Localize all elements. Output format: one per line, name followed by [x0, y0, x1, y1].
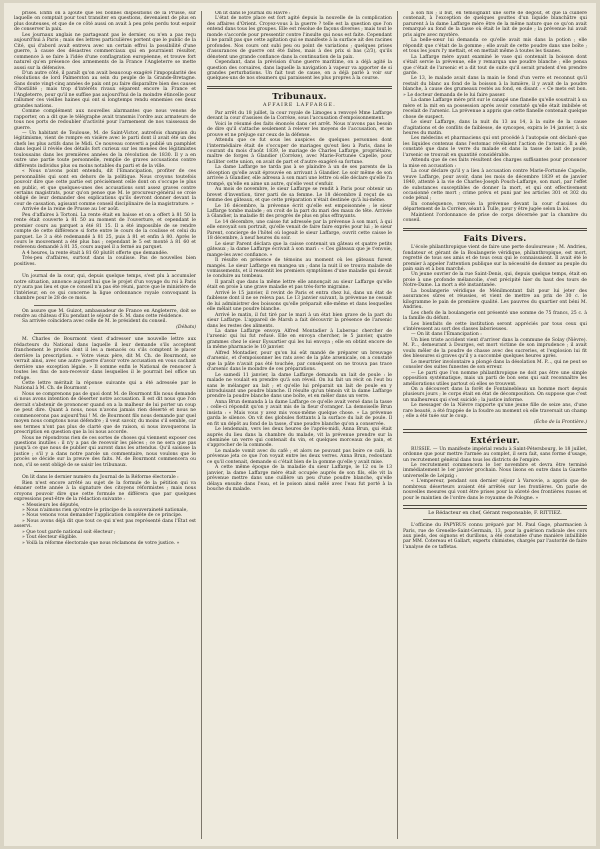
paragraph: Comme complément aux nouvelles alarmantes que nous venons de rapporter, on a dit que le télégraphe avait transmis l'ordre aux armateurs de tous nos ports de redoubler d'activité pour l'armement de nos vaisseaux de guerre. [14, 109, 196, 131]
paragraph: Le messager de la Nièvre rapporte qu'une jeune fille de seize ans, d'une rare beauté, a été frappée de la foudre au moment où elle traversait un champ ; elle a été tuée sur le coup. [403, 403, 587, 420]
paragraph: Les chefs de la boulangerie ont présenté une somme de 75 francs, 25 c. à la famille du défunt. [403, 310, 587, 322]
divider [34, 471, 176, 472]
paragraph: Un jeune ouvrier de la rue Saint-Denis, qui, depuis quelque temps, était en proie à une profonde mélancolie, s'est précipité hier du haut des tours de Notre-Dame. La mort a été instantanée. [403, 272, 587, 289]
section-heading: Faits Divers. [463, 234, 527, 245]
paragraph: Nous ne répondrons rien de ces sortes de choses qui viennent exposer ces questions inutiles : il n'y a pas de recevoir les pièces ; ce ne sera que pas jusqu'à ce que nous de publier qui auront dans les attendus. Qu'il saisisse la justice ; s'il y a dans notre parole un commentaire, nous voulons que le procès se décide sur la preuve des faits. M. de Bourmont commencera ou non, s'il se sent obligé de se saisir les tribunaux. [14, 435, 196, 468]
paragraph: Les médecins et pharmaciens qui ont procédé à l'autopsie ont déclaré que les liquides contenus dans l'estomac révélaient l'action de l'arsenic. Il a été constaté que dans le verre du malade et dans la tasse de lait de poule, l'arsenic se trouvait en quantité considérable. [403, 136, 587, 158]
paragraph: Rien n'est encore arrêté au sujet de la formule de la pétition qui va émaner cette année à la signature des citoyens réformistes ; mais nous croyons pouvoir dire que cette formule ne différera que par quelques expressions peut-être de la rédaction suivante : [14, 480, 196, 503]
advertisement: L'officine du PAPYRUS connu préparé par M. Paul Gage, pharmacien à Paris, rue de Grenelle-Saint-Germain, 13, pour la guérison radicale des cors aux pieds, des oignons et durillons, a été constatée d'une manière infaillible par MM. Cotereau et Gallart, experts chimistes, chargés par l'autorité de faire l'analyse de ce taffetas. [403, 523, 587, 550]
source-attribution: (Écho de la Frontière.) [534, 419, 587, 425]
paragraph: Le malade vomit avec du café ; et alors ne pouvant pas boire ce café, la prévenue jeta ce que l'on voyait entre les deux verres. Anna Brun, redoutant ce qu'il contenait, demande si c'était bien de la gomme qu'elle y avait mise. [207, 448, 392, 465]
paragraph: Il résulte en présence de témoins au moment où les gâteaux furent mangés. Le sieur Laffarge en mangea un ; dans la nuit il se trouva malade de vomissements, et il ressentit les premiers symptômes d'une maladie qui devait le conduire au tombeau. [207, 258, 392, 280]
paragraph: « Nous n'avons point entendu, dit l'Emancipation, profiter de ces personnalités qui sont en dehors de la politique. Nous croyons toutefois pouvoir dire que cette partie est précisément celle dont on s'occupe le plus en public, et que quelques-unes des accusations sont assez graves contre certains magistrats, pour qu'on pense que M. le procureur-général se croie obligé de leur demander des explications qu'ils devront donner devant la cour de cassation, agissant comme conseil disciplinaire de la magistrature. » [14, 169, 196, 207]
paragraph: L'école philanthropique vient de faire une perte douloureuse ; M. Andrieu, fondateur et gérant de la Boulangerie véridique, philanthropique, est mort, regretté de tous ses amis et de tous ceux qui le connaissaient. Il avait été le premier à appeler l'attention publique sur la nécessité de donner au peuple du pain sain et à bon marché. [403, 245, 587, 272]
paragraph: Les journaux anglais ne partageant pas le dernier, ou n'en a pas reçu aujourd'hui à Paris ; mais des lettres particulières portent que le public de la Cité, qui d'abord avait entrevu avec un certain effroi la possibilité d'une guerre, à cause des désastres commerciaux qui en pourraient résulter, commence à se faire à l'idée d'une conflagration européenne, et trouve fort naturel qu'en présence des armements de la France l'Angleterre se mette aussi sur la défensive. [14, 32, 196, 71]
paragraph: On a découvert dans la forêt de Fontainebleau un homme mort depuis plusieurs jours ; le corps était en état de décomposition. On suppose que c'est un malheureux qui s'est suicidé ; la justice informe. [403, 386, 587, 403]
paragraph: Le 16 décembre, la prévenue écrit qu'elle est empoisonnée ; le sieur Laffarge tombe malade ; on croit de la part du mari des maux de tête. Arrivée à Glandier, la maladie fit des progrès de plus en plus effrayants. [207, 203, 392, 220]
paragraph: On lit dans le Journal du Havre : [215, 11, 291, 16]
paragraph: Le recrutement commencera le 1er novembre et devra être terminé immédiatement le 1er janvier prochain. Nous lisons en outre dans la Gazette universelle de Leipzig : [403, 462, 587, 479]
paragraph: Attendu que ce fut sous les auspices de quelques personnes dont l'intermédiaire était de s'occuper de mariages qu'eut lieu à Paris, dans le courant du mois d'août 1839, le mariage de Charles Laffarge, propriétaire, maître de forges à Glandier (Corrèze), avec Marie-Fortunée Capelle, pour faciliter cette union, on avait de part et d'autre exagéré sa fortune. [207, 138, 392, 165]
section-rule [403, 429, 587, 433]
section-rule [403, 228, 587, 232]
paragraph: Le lendemain, vers les deux heures de l'après-midi, Anna Brun, qui était auprès du lieu dans la chambre du malade, vit la prévenue prendre sur la cheminée un verre qui contenait du vin, et quelques morceaux de pain, et s'approcher de la commode. [207, 427, 392, 449]
paragraph: Un journal de la cour, qui, depuis quelque temps, s'est plu à accumuler notre situation, annonce aujourd'hui que le projet d'un voyage du roi à Paris n'y aura pas lieu et que ce conseil n'a pas été réuni, parce que le ministère de l'intérieur, en ce qui concerne la ligue ordonnance royale convoquant la chambre pour le 28 de ce mois. [14, 274, 196, 302]
paragraph: Au mois de novembre, le sieur Laffarge se rendit à Paris pour obtenir un brevet d'invention, tirer parti de sa femme. Le 18 décembre il reçut de sa femme des gâteaux, et que cette préparation n'était destinée qu'à lui-même. [207, 187, 392, 204]
paragraph: Cependant, dans la prévision d'une guerre maritime, on a déjà agité la question des corsaires, dans laquelle la navigation à vapeur va apporter de si grandes perturbations. Un fait tout de cause, on a déjà parlé à voir sur quelques-uns de nos steamers qui paraissent les plus propres à la course. [207, 60, 392, 82]
paragraph: « L'empereur, pendant son dernier séjour à Varsovie, a appris que de nombreux déserteurs avaient été arrêtés sur les frontières. On parle de nouvelles mesures qui vont être prises pour la sûreté des frontières russes et pour le maintien de l'ordre dans le royaume de Pologne. » [403, 479, 587, 501]
paragraph: — Le parti que l'on nomme philanthropique ne doit pas être une simple opposition systématique, mais un parti de bon sens qui sait reconnaître les améliorations utiles partout où elles se trouvent. [403, 370, 587, 387]
article-title: AFFAIRE LAFFARGE. [263, 103, 336, 109]
section-heading: Tribunaux. [272, 92, 327, 103]
paragraph: Le samedi 11 janvier, la dame Laffarge demanda un lait de poule : le malade ne voulait en prendre qu'à son réveil. On lui fait un récit on l'eut bu sans le mélanger au lait ; et qu'elle lui préparait un lait de poule en y introduisant une poudre blanche. Il résulte qu'un témoin vit la dame Laffarge prendre la poudre blanche dans une boîte, et en mêler dans un verre. [207, 372, 392, 400]
paragraph: Peu d'affaires à Tortoni. La rente était en baisse et on a offert à 81 50 la rente était couverte à 81 50 au moment de l'ouverture, et cependant le premier cours au parquet a été 81 15. Il a été impossible de se rendre compte de cette différence si forte entre le cours de la coulisse et celui du parquet. Le 3 a été redemandé à 81 25, puis à 81 et enfin à 80. Après le cours le mouvement a été plus bas ; cependant le 5 est monté à 81 60 et redevenu demandé à 81 35, cours auquel il a fermé au parquet. [14, 212, 196, 251]
paragraph: » Nous avons déjà dit que tout ce qui n'est pas représenté dans l'État est asservi. [14, 518, 196, 530]
paragraph: La dame Laffarge ne tarda pas à se plaindre à un de ses parents de la déception qu'elle avait éprouvée en arrivant à Glandier. Le soir même de son arrivée à Glandier, elle adressa à son mari une lettre où elle déclare qu'elle l'a trompé, qu'elle en aime un autre, qu'elle veut s'enfuir. [207, 165, 392, 187]
paragraph: Cette lettre méritait la réponse suivante qui a été adressée par le National à M. Ch. de Bourmont : [14, 381, 196, 392]
paragraph: La belle-sœur lui demanda ce qu'elle avait mis dans la potion ; elle répondit que c'était de la gomme ; elle avait de cette poudre dans une boîte ; et tous les jours l'y mettait, et en mettait même à toutes les tisanes. [403, 38, 587, 55]
column-rule [201, 11, 202, 839]
paragraph: La dame Laffarge mère prit sur le canapé une flanelle qu'elle soustrait à sa mère et la mit en sa possession après avoir constaté qu'elle était imbibée et recelait de l'arsenic. La prévenue a appris que cette flanelle contenait quelque chose de suspect. [403, 98, 587, 120]
paragraph: Le 14 décembre, une caisse fut adressée par la prévenue à son mari, à qui elle envoyait son portrait, qu'elle venait de faire faire exprès pour lui ; le sieur Parent, concierge de l'hôtel où logeait le sieur Laffarge, ouvrit cette caisse le 18 décembre, à neuf heures du soir. [207, 219, 392, 242]
paragraph: Nous se comprenons pas de quoi dont M. de Bourmont fils nous demande si nous avons intention de déserter notre accusation. Il est dit nous que l'on devrait s'abstenir de prononcer quand on a la malheur de lui porter un coup ne peut dire. Quant à nous, nous n'avons jamais rien déserté et nous ne commencerons pas aujourd'hui ! M. de Bourmont fils nous demande par quel moyen nous comptons nous défendre ; il veut savoir, du moins s'il semble, car ses termes n'ont pas plus de clarté que de raison, si nous invoquerons la prescription en question que la loi nous accorde. [14, 391, 196, 436]
paragraph: « Messieurs les députés, [22, 502, 80, 508]
paragraph: Arrivé le matin, il fut tiré par le mari à un état bien grave de la part du sieur Laffarge. L'appareil de Marsh a fait découvrir la présence de l'arsenic dans les restes des aliments. [207, 312, 392, 329]
paragraph: Maintient l'ordonnance de prise de corps décernée par la chambre du conseil. [403, 212, 587, 224]
column-3 [403, 11, 587, 843]
paragraph: On lit dans le dernier numéro du Journal de la Réforme électorale : [22, 475, 179, 481]
section-heading: Extérieur. [470, 435, 520, 446]
newspaper-page [4, 3, 596, 846]
paragraph: » Voilà la réforme électorale que nous réclamons de votre justice. » [22, 540, 180, 546]
paragraph: Voici le résumé des faits énoncés dans cet arrêt. Nous n'avons pas besoin de dire qu'il s'attache seulement à relever les moyens de l'accusation, et ne prouve et ne préjuge sur ceux de la défense. [207, 121, 392, 138]
paragraph: En conséquence, renvoie la prévenue devant la cour d'assises du département de la Corrèze, séant à Tulle, pour y être jugée selon la loi. [403, 201, 587, 213]
paragraph: La cour déclare qu'il y a lieu à accusation contre Marie-Fortunée Capelle, veuve Laffarge, pour avoir, dans les mois de décembre 1839 et de janvier 1840, attenté à la vie de Charles-Joseph Pouch-Laffarge, son mari, par l'effet de substances susceptibles de donner la mort, et qui ont effectivement occasionné cette mort ; crime prévu et puni par les articles 301 et 302 du code pénal ; [403, 169, 587, 202]
paragraph: — Un habitant de Toulouse, M. de Saint-Victor, autrefois champion du légitimisme, vient de rompre en visière avec le parti dont il avait été un des chefs les plus actifs dans le Midi. Ce nouveau converti a publié un pamphlet dans lequel il révèle des détails fort curieux sur les menées des légitimistes toulousains dans les premières années de la révolution de 1830. Il y a en outre une partie toute personnelle, remplie de graves accusations contre différents individus plus ou moins notables du parti et de la ville. [14, 130, 196, 169]
paragraph: A 4 heures, la rente était à 81 60 plutôt offerte que demandée. [22, 250, 169, 256]
paragraph: D'un autre côté, il paraît qu'on avait beaucoup exagéré l'impopularité des résolutions de lord Palmerston au sein du peuple de la Grande-Bretagne. Sans doute vingt-cinq années de paix ont pu faire disparaître bien des causes d'hostilité ; mais trop d'intérêts rivaux séparent encore la France et l'Angleterre, pour qu'il ne suffise pas aujourd'hui de la moindre étincelle pour rallumer ces vieilles haines qui ont si longtemps rendu ennemies ces deux grandes nations. [14, 70, 196, 109]
paragraph: Le sieur Parent déclara que la caisse contenait un gâteau et quatre petits gâteaux ; la dame Laffarge écrivait à son mari : « Ces gâteaux que je t'envoie, mange-les avec confiance. » [207, 241, 392, 258]
paragraph: Il paraît que dans la même lettre elle annonçait au sieur Laffarge qu'elle était en proie à une grave maladie et pas très-forte migraine. [207, 279, 392, 291]
paragraph: » Nous venons vous demander l'application complète de ce principe. [22, 513, 183, 519]
column-rule [397, 11, 398, 839]
paragraph: Arrivé le 15 janvier, il revint de Paris et entra chez lui, dans un état de faiblesse dont il ne se releva pas. Le 13 janvier suivant, la prévenue ne cessait de lui administrer des boissons qu'elle préparait elle-même et dans lesquelles elle mêlait une poudre blanche. [207, 290, 392, 313]
paragraph: Très-peu d'affaires, surtout dans la coulisse. Pas de nouvelles bien positives. [14, 256, 196, 267]
section-rule [207, 86, 392, 90]
paragraph: prises. Enfin on a ajouté que les bonnes dispositions de la Prusse, sur laquelle on comptait pour tout transiter en questions, devenaient de plus en plus douteuses, et que de ce côté aussi on avait à peu près perdu tout espoir de conserver la paix. [14, 11, 196, 33]
divider [423, 519, 567, 520]
paragraph: A cette même époque de la maladie du sieur Laffarge, le 12 ou le 13 janvier, la dame Laffarge mère était occupée auprès de son fils, elle vit la prévenue mettre dans une cuillère un peu d'une poudre blanche, qu'elle délaya ensuite dans l'eau, et le poison ainsi mêlé avec l'eau fut porté à la bouche du malade. [207, 465, 392, 493]
column-1 [14, 11, 196, 843]
paragraph: — On lit dans l'Émancipation : [411, 332, 482, 338]
paragraph: M. Charles de Bourmont vient d'adresser une nouvelle lettre aux rédacteurs du National dans laquelle il leur demande s'ils acceptent franchement le procès dont il les a menacés ou s'ils comptent le placer derrière la prescription. « Votre vieux père, dit M. Ch. de Bourmont, se verrait ainsi, avec une autre guerre d'avoir votre accusation en vous cachant derrière une exception légale. » Il somme enfin le National de renoncer à toutes les fins de non-recevoir dans lesquelles il le pourrait bel office un refuge. [14, 337, 196, 381]
paragraph: Un bien triste accident vient d'arriver dans la commune de Solay (Nièvre). M. P..., demeurant à Dourges, est mort victime de son imprudence ; il avait voulu mêler de la poudre de chasse avec des sucreries, et l'explosion lui fit des blessures si graves qu'il y a succombé quelques heures après. [403, 337, 587, 360]
divider [34, 270, 176, 271]
paragraph: Alfred Montadier, pour qu'on lui eût mandé de préparer un breuvage d'arsenic, et d'empoisonner les rats avec de la pâte arsenicale, on a constaté que la pâte n'avait pas été touchée, par conséquent on ne trouva pas trace d'arsenic dans le moindre de ces préparations. [207, 350, 392, 373]
paragraph: Le sieur Laffarge, dans la nuit du 13 au 14, à la suite de la cause d'agitations et de conflits de faiblesse, de syncopes, expira le 14 janvier, à six heures du matin. [403, 120, 587, 136]
paragraph: Le 13, le malade avait dans la main le fond d'un verre et reconnut qu'il restait du blanc au fond de la boisson à la lumière, il y avait de la poudre blanche, à cause des grumeaux restés au fond, en disant : « Ce mets est bon. » Le docteur demanda de le lui faire passer. [403, 76, 587, 98]
paragraph: à son fils ; il but, en témoignant une sorte de dégoût, et que la cuillère contenait, à l'exception de quelques gouttes d'un liquide blanchâtre qui parurent à la dame Laffarge mère être de la même nature que ce qu'on avait remarqué au fond de la tasse où était le lait de poule ; la prévenue lui avait pris aigre avec mystère. [403, 11, 587, 38]
divider [34, 333, 176, 334]
paragraph: La boulangerie véridique de Ménilmontant fait pour lui jeter des assurances sûres et réussies, et vient de mettre au prix de 30 c. le kilogramme le pain de première qualité. Les pauvres du quartier ont béni M. Andrieu. [403, 288, 587, 311]
paragraph: » Nous n'aimons rien qu'entre le principe de la souveraineté nationale, [22, 507, 188, 513]
paragraph: Anna Brun demanda à la dame Laffarge ce qu'elle avait versé dans la tasse : celle-ci répondit qu'on y avait mis de la fleur d'oranger. La demoiselle Brun insista : « Mais vous y avez mis vous-même quelque chose. » La prévenue garda le silence. On vit des globules flottants à la surface du lait de poule. Il en fit un dépôt au fond de la tasse, d'une poudre blanche qu'on a conservée. [207, 399, 392, 427]
paragraph: La dame Laffarge envoya Alfred Montadier à Lubersac chercher de l'arsenic qui lui fut refusé. Elle en envoya chercher, le 5 janvier, quatre grammes chez le sieur Eyssartier qui les lui envoya ; elle en obtint encore de la même pharmacie le 10 janvier. [207, 328, 392, 351]
paragraph: Sa arrivée coïncidera avec celle de M. le président du conseil. [22, 319, 167, 325]
paragraph: Par arrêt du 18 juillet, la cour royale de Limoges a renvoyé Mme Laffarge devant la cour d'assises de la Corrèze, sous l'accusation d'empoisonnement. [207, 110, 392, 122]
column-2 [207, 11, 392, 843]
paragraph: L'état de notre place est fort agité depuis la nouvelle de la complication des affaires d'Orient. Croyez-vous à la guerre ? telle est la question que l'on entend dans tous les groupes. Elle est résolue de façons diverses ; mais tout le monde s'accorde pour pressentir contre l'insulte qui nous est faite. Cependant il ne paraît pas que cette agitation qui se manifeste à la surface ait des racines profondes. Nos cours ont subi peu ou point de variations ; quelques prises d'assurances de guerre ont été faites, mais à des prix si bas (2/3), qu'ils dénotent une grande confiance dans la continuation de la paix. [207, 16, 392, 60]
section-rule [403, 505, 587, 509]
paragraph: On assure que M. Guizot, ambassadeur de France en Angleterre, doit se rendre au château d'Eu pendant le séjour de S. M. dans cette résidence. [14, 308, 196, 320]
divider [34, 305, 176, 306]
paragraph: » Tout électeur éligible. [22, 535, 78, 541]
source-attribution: (Débats) [176, 324, 196, 330]
paragraph: Le meurtrier involontaire a plongé dans la désolation M. P..., qui ne peut se consoler des suites funestes de son erreur. [403, 359, 587, 371]
paragraph: Arrivée de la reine de Prusse au 1er août. [22, 207, 120, 213]
paragraph: » Que tout garde national soit électeur ; [22, 529, 116, 535]
paragraph: RUSSIE. — Un manifeste impérial rendu à Saint-Pétersbourg, le 18 juillet, ordonne que pour mettre l'armée au complet, il sera fait, sans forme d'usage, un recrutement général dans tous les districts de l'empire. [403, 446, 587, 463]
editor-signature: Le Rédacteur en chef, Gérant responsable, F. RITTIEZ. [428, 510, 562, 516]
paragraph: Attendu que de ces faits résultent des charges suffisantes pour prononcer la mise en accusation : [403, 158, 587, 169]
paragraph: Les bienfaits de cette institution seront appréciés par tous ceux qui s'intéressent au sort des classes laborieuses. [403, 321, 587, 332]
paragraph: La Laffarge mère ayant examiné le vase qui contenait la boisson dont s'était servie la prévenue, elle y remarqua une poudre blanche ; elle pensa que c'était de l'arsenic et a dit tout de suite qu'il serait prudent d'en prendre garde. [403, 54, 587, 76]
